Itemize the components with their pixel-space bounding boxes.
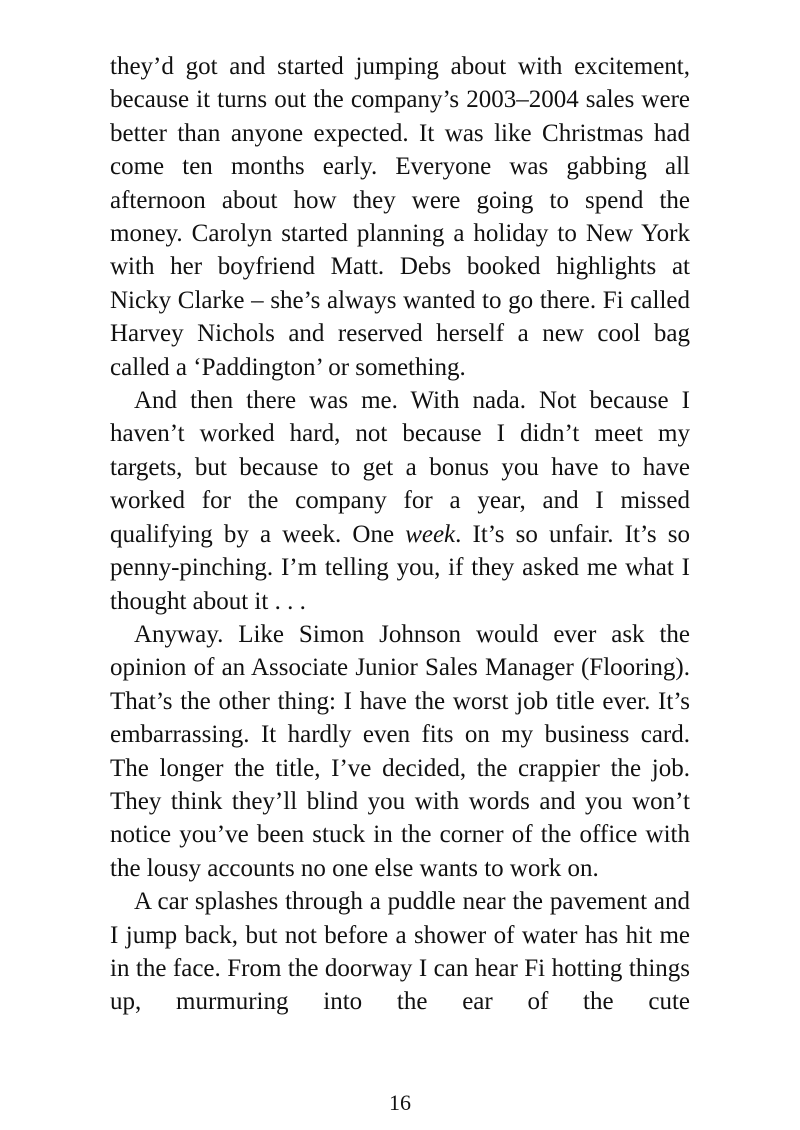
paragraph-3: Anyway. Like Simon Johnson would ever ask the opinion of an Associate Junior Sales Manager (Flooring). That’s the other thing: I have the worst job title ever. It’s embarrassing. It hardly even fits on my business card. The longer the title, I’ve decided, the crappier the job. They think they’ll blind you with words and you won’t notice you’ve been stuck in the corner of the office with the lousy accounts no one else wants to work on.: [110, 620, 690, 882]
paragraph-2: [110, 384, 690, 618]
paragraph-2-emphasis: week: [405, 520, 456, 548]
paragraph-2-end: . It’s so unfair. It’s so penny-pinching. I’m telling you, if they asked me what I thought about it . . .: [110, 520, 690, 615]
body-text: [110, 50, 690, 1019]
paragraph-2-start: And then there was me. With nada. Not because I haven’t worked hard, not because I didn’t meet my targets, but because to get a bonus you have to have worked for the company for a year, and I missed qualifying by a week. One: [110, 387, 690, 548]
paragraph-4: A car splashes through a puddle near the pavement and I jump back, but not before a shower of water has hit me in the face. From the doorway I can hear Fi hotting things up, murmuring into the ear of the cute: [110, 888, 690, 1016]
page-number: 16: [389, 1090, 411, 1115]
paragraph-1: they’d got and started jumping about with excitement, because it turns out the company’s 2003–2004 sales were better than anyone expected. It was like Christmas had come ten months early. Everyone was gabbing all afternoon about how they were going to spend the money. Carolyn started planning a holiday to New York with her boyfriend Matt. Debs booked highlights at Nicky Clarke – she’s always wanted to go there. Fi called Harvey Nichols and reserved herself a new cool bag called a ‘Paddington’ or something.: [110, 53, 690, 381]
